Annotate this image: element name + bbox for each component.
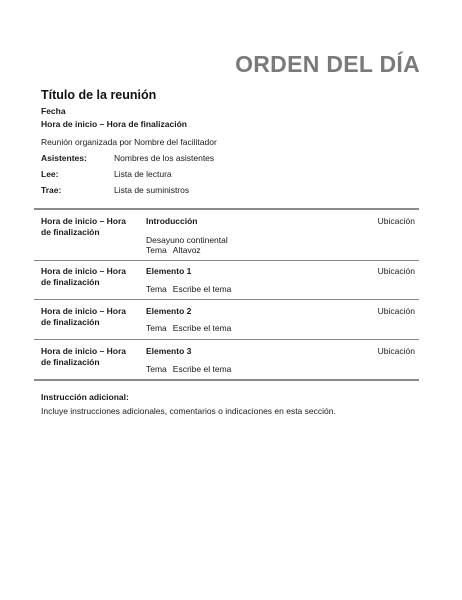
section-divider-top — [34, 208, 419, 210]
agenda-item-title: Elemento 1 — [146, 266, 192, 276]
agenda-item-topic-value: Escribe el tema — [172, 323, 232, 333]
agenda-item-topic — [146, 323, 231, 333]
meeting-organizer: Reunión organizada por Nombre del facilitador — [41, 137, 217, 147]
agenda-item-location: Ubicación — [377, 216, 415, 226]
agenda-item-topic-label: Tema — [146, 245, 167, 255]
reading-value: Lista de lectura — [114, 169, 172, 179]
agenda-item-topic-value: Escribe el tema — [172, 364, 232, 374]
agenda-item-title: Elemento 2 — [146, 306, 192, 316]
agenda-item-time — [41, 216, 139, 238]
agenda-item-topic-value: Escribe el tema — [172, 284, 232, 294]
agenda-item-location: Ubicación — [377, 346, 415, 356]
meeting-date: Fecha — [41, 106, 66, 116]
agenda-item-title: Elemento 3 — [146, 346, 192, 356]
agenda-item-time-line: de finalización — [41, 357, 100, 367]
agenda-item-location: Ubicación — [377, 306, 415, 316]
agenda-divider — [34, 339, 419, 340]
meeting-time-range: Hora de inicio – Hora de finalización — [41, 119, 187, 129]
agenda-item-time — [41, 266, 139, 288]
supplies-label: Trae: — [41, 185, 62, 195]
agenda-item-time-line: Hora de inicio – Hora — [41, 266, 127, 276]
reading-label: Lee: — [41, 169, 59, 179]
agenda-item-time — [41, 306, 139, 328]
agenda-item-topic — [146, 284, 231, 294]
meeting-title: Título de la reunión — [41, 88, 157, 102]
agenda-item-topic — [146, 245, 201, 255]
agenda-item-topic-label: Tema — [146, 284, 167, 294]
agenda-item-topic-label: Tema — [146, 364, 167, 374]
section-divider-bottom — [34, 379, 419, 381]
agenda-item-title: Introducción — [146, 216, 198, 226]
agenda-item-time-line: Hora de inicio – Hora — [41, 216, 127, 226]
agenda-item-topic-value: Altavoz — [172, 245, 201, 255]
agenda-item-time — [41, 346, 139, 368]
agenda-item-note: Desayuno continental — [146, 235, 228, 245]
agenda-item-location: Ubicación — [377, 266, 415, 276]
agenda-item-time-line: de finalización — [41, 317, 100, 327]
attendees-label: Asistentes: — [41, 153, 87, 163]
document-title: ORDEN DEL DÍA — [235, 51, 420, 77]
agenda-item-time-line: Hora de inicio – Hora — [41, 346, 127, 356]
agenda-item-topic-label: Tema — [146, 323, 167, 333]
attendees-value: Nombres de los asistentes — [114, 153, 215, 163]
agenda-item-time-line: de finalización — [41, 277, 100, 287]
additional-instructions-body: Incluye instrucciones adicionales, comentarios o indicaciones en esta sección. — [41, 406, 336, 416]
agenda-item-time-line: de finalización — [41, 227, 100, 237]
agenda-divider — [34, 260, 419, 261]
additional-instructions-heading: Instrucción adicional: — [41, 392, 129, 402]
supplies-value: Lista de suministros — [114, 185, 190, 195]
agenda-divider — [34, 299, 419, 300]
agenda-item-time-line: Hora de inicio – Hora — [41, 306, 127, 316]
agenda-item-topic — [146, 364, 231, 374]
